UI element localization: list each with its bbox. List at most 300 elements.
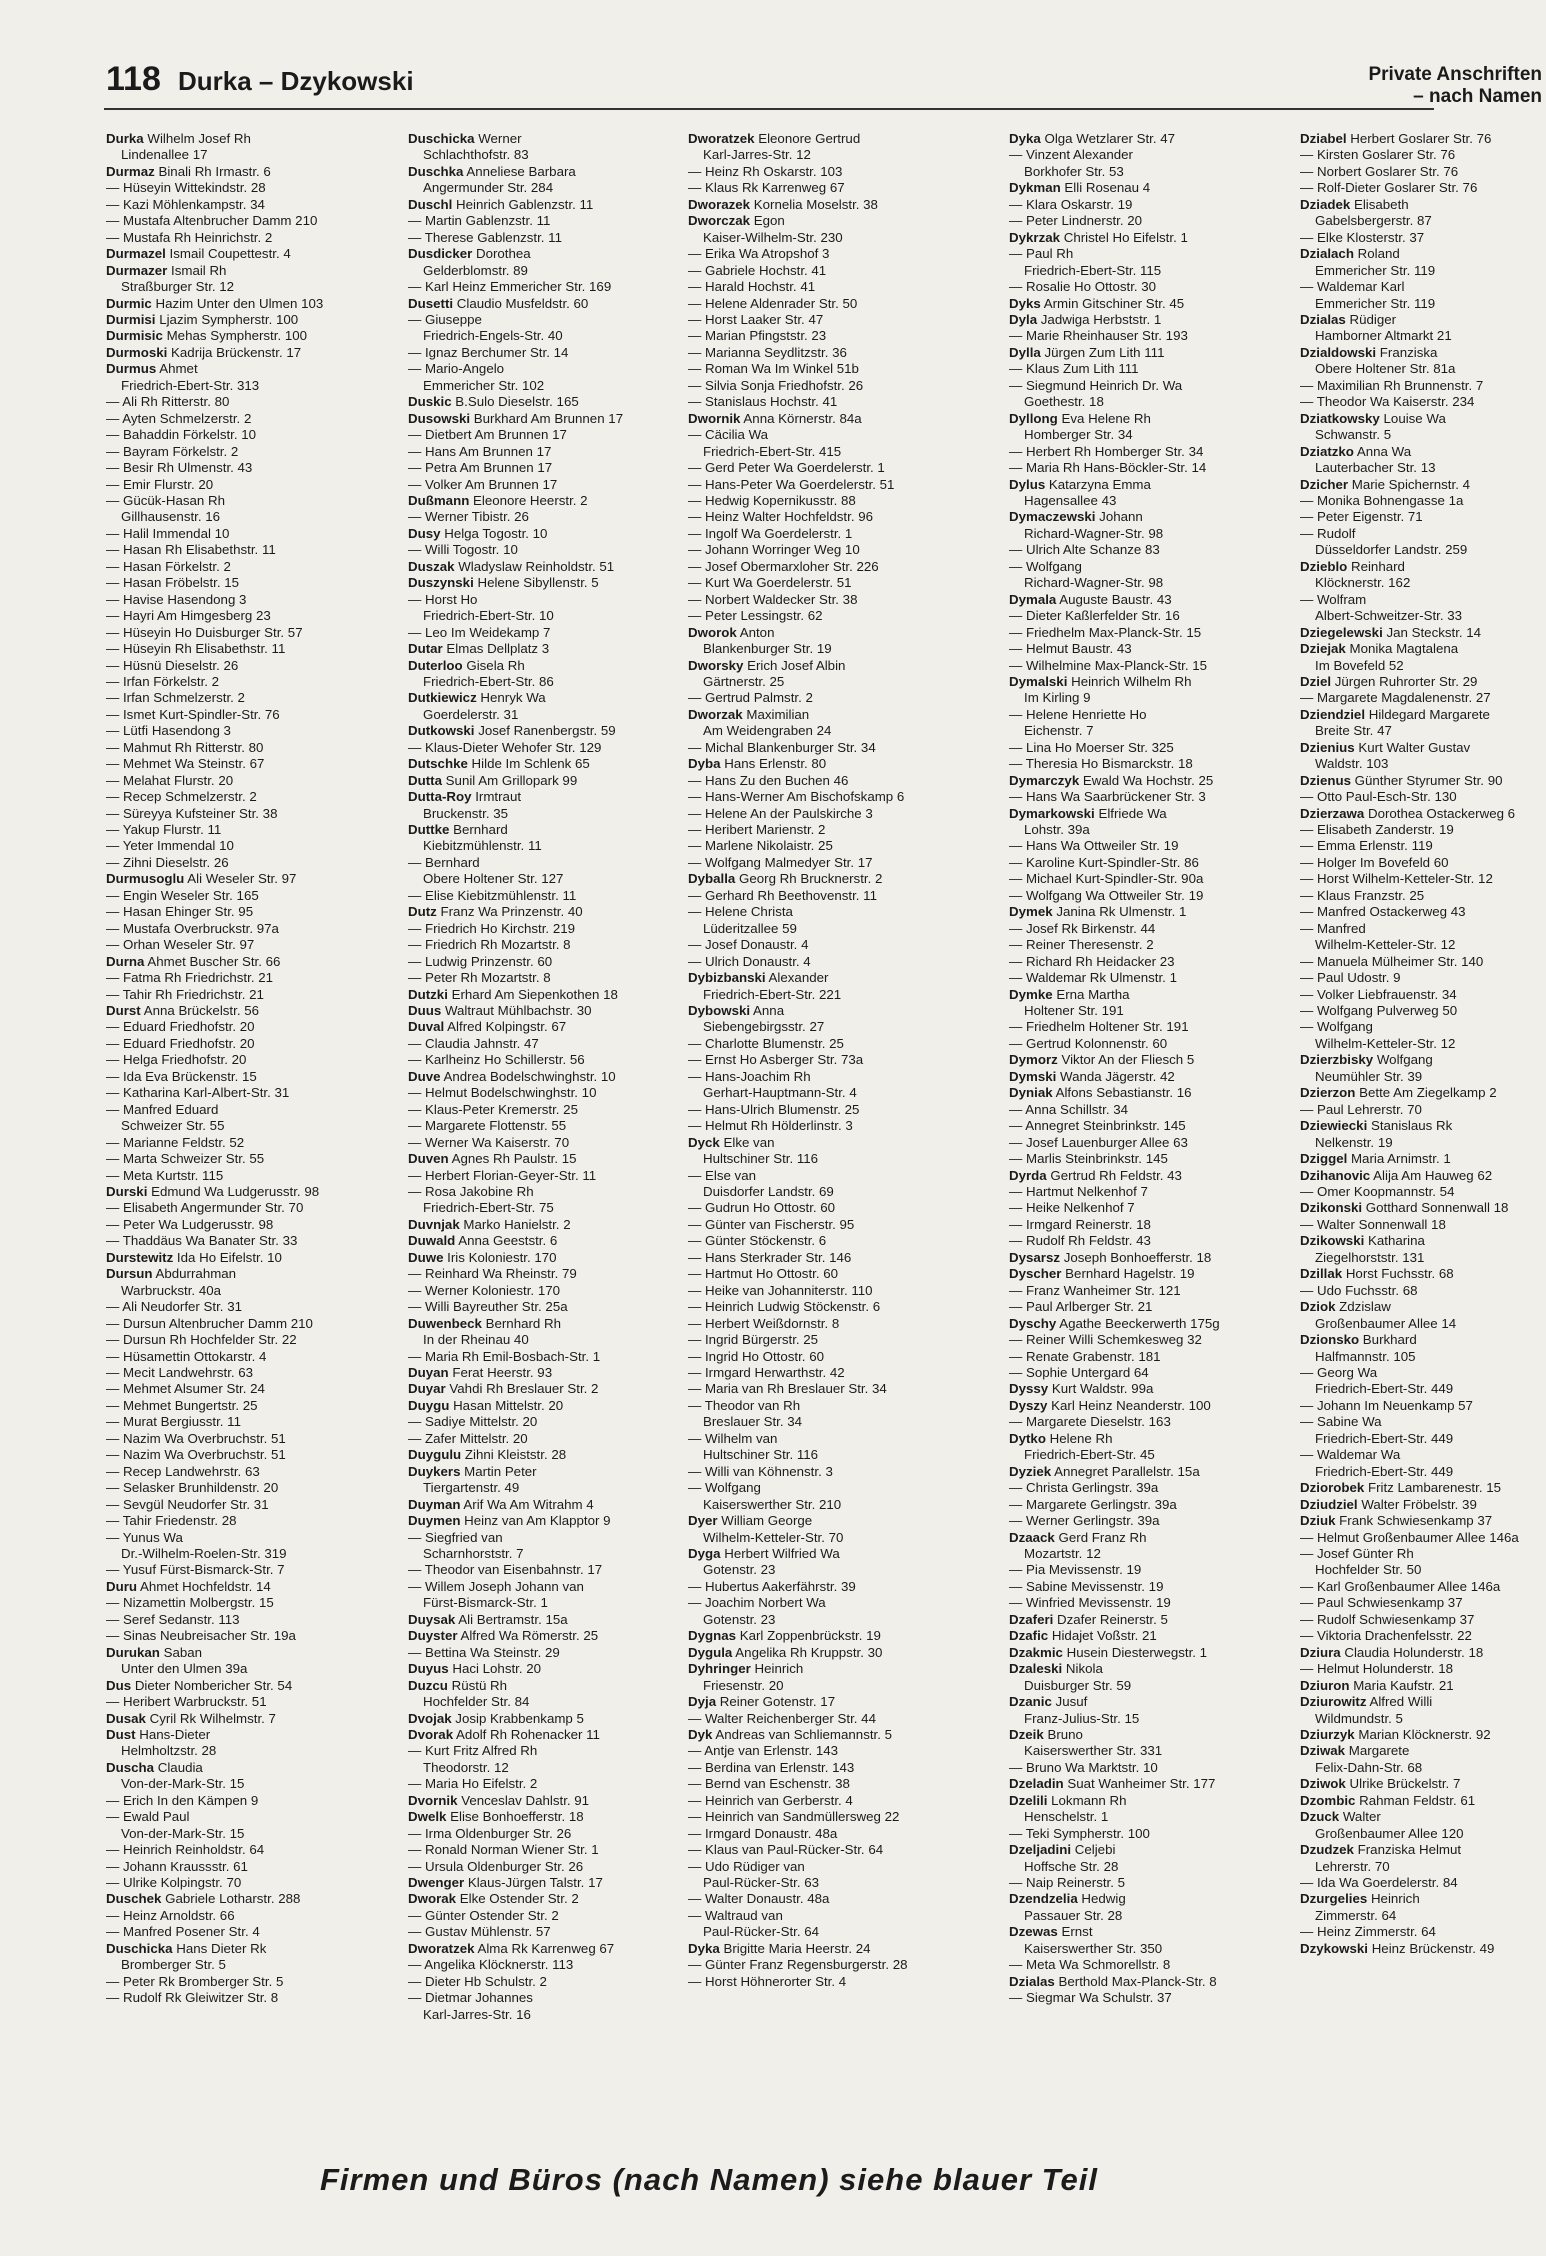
- directory-entry-line: Dzeik Bruno: [1009, 1726, 1083, 1742]
- directory-entry-line: — Kurt Fritz Alfred Rh: [408, 1743, 538, 1759]
- surname: Duyman: [408, 1496, 461, 1512]
- directory-entry-line: — Josef Lauenburger Allee 63: [1009, 1134, 1188, 1150]
- surname: Durmusoglu: [106, 871, 185, 887]
- directory-entry-line: Dzialach Roland: [1300, 246, 1400, 262]
- directory-entry-line: — Heinrich van Sandmüllersweg 22: [688, 1809, 900, 1825]
- surname: Dwornik: [688, 410, 741, 426]
- directory-entry-line: Duschek Gabriele Lotharstr. 288: [106, 1891, 301, 1907]
- surname: Dyballa: [688, 871, 736, 887]
- directory-entry-line: — Bettina Wa Steinstr. 29: [408, 1644, 560, 1660]
- directory-entry-line: Franz-Julius-Str. 15: [1024, 1710, 1140, 1726]
- surname: Dziewiecki: [1300, 1118, 1368, 1134]
- directory-entry-line: — Otto Paul-Esch-Str. 130: [1300, 789, 1457, 805]
- surname: Duszak: [408, 558, 455, 574]
- directory-entry-line: Zimmerstr. 64: [1315, 1907, 1397, 1923]
- directory-entry-line: In der Rheinau 40: [423, 1332, 529, 1348]
- directory-entry-line: Dyba Hans Erlenstr. 80: [688, 756, 827, 772]
- directory-entry-line: Dzialas Berthold Max-Planck-Str. 8: [1009, 1973, 1217, 1989]
- directory-entry-line: — Wolfgang: [688, 1480, 761, 1496]
- directory-entry-line: Dutkiewicz Henryk Wa: [408, 690, 546, 706]
- directory-entry-line: — Eduard Friedhofstr. 20: [106, 1019, 255, 1035]
- footer-note: Firmen und Büros (nach Namen) siehe blauer Teil: [320, 2162, 1098, 2197]
- directory-entry-line: — Heinz Rh Oskarstr. 103: [688, 163, 843, 179]
- directory-entry-line: Duszak Wladyslaw Reinholdstr. 51: [408, 558, 615, 574]
- directory-entry-line: — Angelika Klöcknerstr. 113: [408, 1957, 574, 1973]
- surname: Dziudziel: [1300, 1496, 1358, 1512]
- directory-entry-line: — Klaus-Dieter Wehofer Str. 129: [408, 739, 602, 755]
- surname: Duscha: [106, 1759, 155, 1775]
- section-label-line2: – nach Namen: [1413, 86, 1542, 107]
- surname: Dzialdowski: [1300, 344, 1377, 360]
- surname: Dzierzawa: [1300, 805, 1365, 821]
- directory-entry-line: — Christa Gerlingstr. 39a: [1009, 1480, 1159, 1496]
- directory-entry-line: Kaiserswerther Str. 210: [703, 1496, 842, 1512]
- directory-entry-line: — Ayten Schmelzerstr. 2: [106, 410, 252, 426]
- directory-entry-line: — Wolfgang: [1300, 1019, 1373, 1035]
- directory-entry-line: — Helene Henriette Ho: [1009, 706, 1147, 722]
- directory-entry-line: Gotenstr. 23: [703, 1611, 776, 1627]
- directory-entry-line: — Ludwig Prinzenstr. 60: [408, 953, 553, 969]
- surname: Dyrda: [1009, 1167, 1047, 1183]
- directory-entry-line: Bruckenstr. 35: [423, 805, 508, 821]
- directory-entry-line: Emmericher Str. 119: [1315, 295, 1436, 311]
- directory-entry-line: — Bernhard: [408, 854, 480, 870]
- directory-entry-line: — Gertrud Palmstr. 2: [688, 690, 813, 706]
- directory-entry-line: Duve Andrea Bodelschwinghstr. 10: [408, 1068, 616, 1084]
- directory-entry-line: Emmericher Str. 119: [1315, 262, 1436, 278]
- directory-entry-line: — Paul Arlberger Str. 21: [1009, 1299, 1153, 1315]
- directory-entry-line: — Seref Sedanstr. 113: [106, 1611, 240, 1627]
- directory-entry-line: — Nizamettin Molbergstr. 15: [106, 1595, 274, 1611]
- directory-entry-line: — Manfred Eduard: [106, 1101, 219, 1117]
- surname: Dzeik: [1009, 1726, 1044, 1742]
- directory-entry-line: Friedrich-Ebert-Str. 86: [423, 673, 554, 689]
- surname: Dworatzek: [408, 1940, 475, 1956]
- directory-entry-line: — Hüsnü Dieselstr. 26: [106, 657, 239, 673]
- directory-entry-line: — Herbert Florian-Geyer-Str. 11: [408, 1167, 597, 1183]
- directory-entry-line: Friedrich-Engels-Str. 40: [423, 328, 563, 344]
- surname: Duus: [408, 1003, 442, 1019]
- directory-entry-line: — Sabine Wa: [1300, 1414, 1382, 1430]
- directory-entry-line: Friedrich-Ebert-Str. 45: [1024, 1447, 1155, 1463]
- directory-entry-line: — Tahir Friedenstr. 28: [106, 1513, 237, 1529]
- surname: Dust: [106, 1726, 136, 1742]
- directory-entry-line: Duru Ahmet Hochfeldstr. 14: [106, 1578, 271, 1594]
- surname: Dzierzon: [1300, 1085, 1356, 1101]
- directory-entry-line: Dzewas Ernst: [1009, 1924, 1093, 1940]
- directory-entry-line: — Klaus Rk Karrenweg 67: [688, 180, 845, 196]
- directory-column-4: [1009, 131, 1307, 2131]
- directory-entry-line: — Theodor van Eisenbahnstr. 17: [408, 1562, 603, 1578]
- directory-entry-line: — Yusuf Fürst-Bismarck-Str. 7: [106, 1562, 285, 1578]
- directory-entry-line: — Hans Wa Ottweiler Str. 19: [1009, 838, 1179, 854]
- directory-entry-line: Lindenallee 17: [121, 147, 208, 163]
- directory-entry-line: — Halil Immendal 10: [106, 525, 230, 541]
- directory-entry-line: Warbruckstr. 40a: [121, 1282, 222, 1298]
- surname: Dusdicker: [408, 246, 473, 262]
- directory-entry-line: Mozartstr. 12: [1024, 1545, 1101, 1561]
- directory-entry-line: Duisburger Str. 59: [1024, 1677, 1132, 1693]
- surname: Durmazel: [106, 246, 166, 262]
- surname: Dzewas: [1009, 1924, 1058, 1940]
- directory-entry-line: — Theodor Wa Kaiserstr. 234: [1300, 394, 1475, 410]
- directory-entry-line: — Volker Liebfrauenstr. 34: [1300, 986, 1457, 1002]
- directory-entry-line: — Klaus van Paul-Rücker-Str. 64: [688, 1842, 884, 1858]
- directory-entry-line: — Willi van Köhnenstr. 3: [688, 1463, 833, 1479]
- surname: Duwenbeck: [408, 1315, 482, 1331]
- directory-entry-line: Dymke Erna Martha: [1009, 986, 1130, 1002]
- directory-entry-line: — Selasker Brunhildenstr. 20: [106, 1480, 279, 1496]
- directory-entry-line: — Irfan Förkelstr. 2: [106, 673, 220, 689]
- surname: Dzykowski: [1300, 1940, 1368, 1956]
- directory-entry-line: — Margarete Gerlingstr. 39a: [1009, 1496, 1177, 1512]
- directory-entry-line: Durmus Ahmet: [106, 361, 198, 377]
- directory-entry-line: — Helene An der Paulskirche 3: [688, 805, 873, 821]
- surname: Dzialas: [1009, 1973, 1055, 1989]
- directory-entry-line: — Wilhelmine Max-Planck-Str. 15: [1009, 657, 1208, 673]
- directory-entry-line: Dziadek Elisabeth: [1300, 196, 1409, 212]
- directory-entry-line: — Mahmut Rh Ritterstr. 80: [106, 739, 264, 755]
- directory-entry-line: Wildmundstr. 5: [1315, 1710, 1403, 1726]
- directory-entry-line: — Maria van Rh Breslauer Str. 34: [688, 1381, 887, 1397]
- directory-entry-line: Dzelili Lokmann Rh: [1009, 1792, 1127, 1808]
- surname: Dziegelewski: [1300, 624, 1383, 640]
- directory-entry-line: Unter den Ulmen 39a: [121, 1661, 248, 1677]
- directory-entry-line: Dwenger Klaus-Jürgen Talstr. 17: [408, 1875, 603, 1891]
- directory-entry-line: — Hans Zu den Buchen 46: [688, 772, 849, 788]
- directory-entry-line: — Ulrich Alte Schanze 83: [1009, 542, 1160, 558]
- directory-entry-line: Richard-Wagner-Str. 98: [1024, 525, 1164, 541]
- surname: Dworczak: [688, 213, 751, 229]
- surname: Duykers: [408, 1463, 461, 1479]
- directory-entry-line: — Roman Wa Im Winkel 51b: [688, 361, 859, 377]
- surname: Dyla: [1009, 311, 1038, 327]
- directory-entry-line: Dziok Zdzislaw: [1300, 1299, 1391, 1315]
- directory-entry-line: Wilhelm-Ketteler-Str. 12: [1315, 937, 1456, 953]
- directory-entry-line: — Reiner Theresenstr. 2: [1009, 937, 1154, 953]
- directory-entry-line: — Klaus Zum Lith 111: [1009, 361, 1139, 377]
- directory-entry-line: Durukan Saban: [106, 1644, 203, 1660]
- surname: Dzialas: [1300, 311, 1346, 327]
- directory-entry-line: Tiergartenstr. 49: [423, 1480, 520, 1496]
- directory-entry-line: Karl-Jarres-Str. 12: [703, 147, 811, 163]
- directory-entry-line: Dziel Jürgen Ruhrorter Str. 29: [1300, 673, 1478, 689]
- directory-entry-line: Dziorobek Fritz Lambarenestr. 15: [1300, 1480, 1502, 1496]
- directory-entry-line: — Volker Am Brunnen 17: [408, 476, 558, 492]
- directory-entry-line: — Annegret Steinbrinkstr. 145: [1009, 1118, 1186, 1134]
- directory-entry-line: Friedrich-Ebert-Str. 449: [1315, 1463, 1454, 1479]
- surname: Duyster: [408, 1628, 458, 1644]
- surname: Dusak: [106, 1710, 146, 1726]
- directory-entry-line: Dzykowski Heinz Brückenstr. 49: [1300, 1940, 1495, 1956]
- directory-entry-line: Lehrerstr. 70: [1315, 1858, 1390, 1874]
- directory-entry-line: — Rudolf Rk Gleiwitzer Str. 8: [106, 1990, 279, 2006]
- directory-entry-line: — Engin Weseler Str. 165: [106, 887, 259, 903]
- directory-entry-line: — Paul Udostr. 9: [1300, 970, 1401, 986]
- directory-entry-line: Dygnas Karl Zoppenbrückstr. 19: [688, 1628, 881, 1644]
- directory-entry-line: Dziabel Herbert Goslarer Str. 76: [1300, 131, 1492, 146]
- surname: Dutkiewicz: [408, 690, 477, 706]
- directory-entry-line: — Peter Eigenstr. 71: [1300, 509, 1423, 525]
- directory-entry-line: Dutkowski Josef Ranenbergstr. 59: [408, 723, 616, 739]
- surname: Dymorz: [1009, 1052, 1058, 1068]
- surname: Dwelk: [408, 1809, 447, 1825]
- directory-entry-line: Dyballa Georg Rh Brucknerstr. 2: [688, 871, 883, 887]
- surname: Dzillak: [1300, 1266, 1343, 1282]
- directory-entry-line: Hoffsche Str. 28: [1024, 1858, 1119, 1874]
- directory-entry-line: — Kirsten Goslarer Str. 76: [1300, 147, 1456, 163]
- directory-entry-line: Durmazel Ismail Coupettestr. 4: [106, 246, 291, 262]
- directory-entry-line: — Gerhard Rh Beethovenstr. 11: [688, 887, 877, 903]
- directory-entry-line: — Günter Ostender Str. 2: [408, 1907, 559, 1923]
- directory-entry-line: — Ingolf Wa Goerdelerstr. 1: [688, 525, 853, 541]
- surname: Dyllong: [1009, 410, 1058, 426]
- directory-entry-line: — Ernst Ho Asberger Str. 73a: [688, 1052, 864, 1068]
- directory-entry-line: — Heinz Arnoldstr. 66: [106, 1907, 235, 1923]
- directory-entry-line: Dzikonski Gotthard Sonnenwall 18: [1300, 1200, 1509, 1216]
- directory-entry-line: — Maria Rh Emil-Bosbach-Str. 1: [408, 1348, 601, 1364]
- directory-entry-line: Dyk Andreas van Schliemannstr. 5: [688, 1726, 893, 1742]
- directory-entry-line: — Bahaddin Förkelstr. 10: [106, 427, 257, 443]
- directory-entry-line: Dyrda Gertrud Rh Feldstr. 43: [1009, 1167, 1182, 1183]
- directory-entry-line: Duygulu Zihni Kleiststr. 28: [408, 1447, 567, 1463]
- directory-entry-line: Theodorstr. 12: [423, 1759, 509, 1775]
- directory-entry-line: Dyssy Kurt Waldstr. 99a: [1009, 1381, 1154, 1397]
- surname: Dymaczewski: [1009, 509, 1096, 525]
- directory-entry-line: — Johann Worringer Weg 10: [688, 542, 860, 558]
- directory-entry-line: — Werner Wa Kaiserstr. 70: [408, 1134, 570, 1150]
- directory-entry-line: — Hüseyin Rh Elisabethstr. 11: [106, 641, 286, 657]
- surname: Dzeladin: [1009, 1776, 1064, 1792]
- directory-entry-line: — Emma Erlenstr. 119: [1300, 838, 1433, 854]
- directory-entry-line: — Horst Wilhelm-Ketteler-Str. 12: [1300, 871, 1493, 887]
- directory-entry-line: Paul-Rücker-Str. 64: [703, 1924, 820, 1940]
- directory-entry-line: Duymen Heinz van Am Klapptor 9: [408, 1513, 611, 1529]
- directory-entry-line: Duskic B.Sulo Dieselstr. 165: [408, 394, 579, 410]
- directory-entry-line: Dziatkowsky Louise Wa: [1300, 410, 1446, 426]
- directory-entry-line: — Giuseppe: [408, 311, 482, 327]
- directory-entry-line: — Besir Rh Ulmenstr. 43: [106, 460, 253, 476]
- surname: Dzihanovic: [1300, 1167, 1371, 1183]
- directory-entry-line: Emmericher Str. 102: [423, 377, 545, 393]
- directory-entry-line: — Marlene Nikolaistr. 25: [688, 838, 833, 854]
- directory-entry-line: Von-der-Mark-Str. 15: [121, 1776, 245, 1792]
- directory-entry-line: Friedrich-Ebert-Str. 115: [1024, 262, 1162, 278]
- directory-entry-line: Im Kirling 9: [1024, 690, 1091, 706]
- directory-entry-line: Friedrich-Ebert-Str. 221: [703, 986, 842, 1002]
- directory-entry-line: Dziwak Margarete: [1300, 1743, 1410, 1759]
- surname: Dzienius: [1300, 739, 1355, 755]
- directory-entry-line: — Maria Ho Eifelstr. 2: [408, 1776, 538, 1792]
- directory-entry-line: Friedrich-Ebert-Str. 10: [423, 608, 554, 624]
- directory-entry-line: — Wolfgang Pulverweg 50: [1300, 1003, 1458, 1019]
- directory-entry-line: Lauterbacher Str. 13: [1315, 460, 1436, 476]
- surname: Duschek: [106, 1891, 162, 1907]
- directory-entry-line: — Hüsamettin Ottokarstr. 4: [106, 1348, 267, 1364]
- surname: Duschicka: [106, 1940, 173, 1956]
- directory-entry-line: — Claudia Jahnstr. 47: [408, 1035, 539, 1051]
- directory-entry-line: — Rosa Jakobine Rh: [408, 1184, 534, 1199]
- surname: Durski: [106, 1184, 148, 1199]
- surname: Dziwak: [1300, 1743, 1346, 1759]
- directory-entry-line: — Werner Tibistr. 26: [408, 509, 529, 525]
- directory-entry-line: Friesenstr. 20: [703, 1677, 784, 1693]
- directory-entry-line: — Ignaz Berchumer Str. 14: [408, 344, 569, 360]
- directory-entry-line: Dzialas Rüdiger: [1300, 311, 1397, 327]
- directory-entry-line: — Hubertus Aakerfährstr. 39: [688, 1578, 856, 1594]
- directory-entry-line: — Berdina van Erlenstr. 143: [688, 1759, 855, 1775]
- directory-entry-line: Großenbaumer Allee 120: [1315, 1825, 1464, 1841]
- directory-entry-line: — Dietmar Johannes: [408, 1990, 533, 2006]
- directory-entry-line: — Bernd van Eschenstr. 38: [688, 1776, 850, 1792]
- directory-entry-line: Fürst-Bismarck-Str. 1: [423, 1595, 548, 1611]
- directory-entry-line: — Hartmut Ho Ottostr. 60: [688, 1266, 839, 1282]
- directory-entry-line: — Johann Im Neuenkamp 57: [1300, 1397, 1473, 1413]
- directory-entry-line: Dymalski Heinrich Wilhelm Rh: [1009, 673, 1192, 689]
- directory-entry-line: — Gertrud Kolonnenstr. 60: [1009, 1035, 1168, 1051]
- directory-entry-line: Obere Holtener Str. 127: [423, 871, 564, 887]
- directory-entry-line: Duschl Heinrich Gablenzstr. 11: [408, 196, 594, 212]
- directory-entry-line: — Süreyya Kufsteiner Str. 38: [106, 805, 278, 821]
- surname: Dutz: [408, 904, 437, 920]
- surname: Dymek: [1009, 904, 1053, 920]
- directory-entry-line: Dzikowski Katharina: [1300, 1233, 1425, 1249]
- directory-entry-line: — Tahir Rh Friedrichstr. 21: [106, 986, 264, 1002]
- directory-entry-line: Dybowski Anna: [688, 1003, 785, 1019]
- directory-entry-line: Duterloo Gisela Rh: [408, 657, 525, 673]
- directory-entry-line: Dzierzon Bette Am Ziegelkamp 2: [1300, 1085, 1497, 1101]
- directory-entry-line: — Charlotte Blumenstr. 25: [688, 1035, 844, 1051]
- directory-entry-line: Durmaz Binali Rh Irmastr. 6: [106, 163, 271, 179]
- directory-entry-line: — Hüseyin Wittekindstr. 28: [106, 180, 266, 196]
- surname: Dyja: [688, 1694, 717, 1710]
- directory-entry-line: Dzierzawa Dorothea Ostackerweg 6: [1300, 805, 1516, 821]
- directory-entry-line: Im Bovefeld 52: [1315, 657, 1404, 673]
- directory-entry-line: Dybizbanski Alexander: [688, 970, 829, 986]
- surname: Dymarkowski: [1009, 805, 1095, 821]
- directory-entry-line: — Peter Rk Bromberger Str. 5: [106, 1973, 284, 1989]
- directory-entry-line: — Sevgül Neudorfer Str. 31: [106, 1496, 269, 1512]
- directory-entry-line: — Ingrid Ho Ottostr. 60: [688, 1348, 824, 1364]
- directory-entry-line: — Katharina Karl-Albert-Str. 31: [106, 1085, 290, 1101]
- surname: Dyniak: [1009, 1085, 1053, 1101]
- surname: Dziurzyk: [1300, 1726, 1355, 1742]
- directory-entry-line: — Richard Rh Heidacker 23: [1009, 953, 1175, 969]
- directory-entry-line: Dziggel Maria Arnimstr. 1: [1300, 1151, 1451, 1167]
- directory-entry-line: Dyla Jadwiga Herbststr. 1: [1009, 311, 1162, 327]
- directory-entry-line: Duisdorfer Landstr. 69: [703, 1184, 834, 1199]
- surname: Dzikowski: [1300, 1233, 1365, 1249]
- directory-entry-line: — Antje van Erlenstr. 143: [688, 1743, 839, 1759]
- directory-entry-line: Dziendziel Hildegard Margarete: [1300, 706, 1490, 722]
- directory-entry-line: Gotenstr. 23: [703, 1562, 776, 1578]
- directory-entry-line: Dziurowitz Alfred Willi: [1300, 1694, 1433, 1710]
- directory-entry-line: Dzudzek Franziska Helmut: [1300, 1842, 1462, 1858]
- directory-entry-line: Dzierzbisky Wolfgang: [1300, 1052, 1433, 1068]
- surname: Dursun: [106, 1266, 153, 1282]
- directory-entry-line: Dworsky Erich Josef Albin: [688, 657, 846, 673]
- directory-entry-line: — Dietbert Am Brunnen 17: [408, 427, 567, 443]
- directory-entry-line: Dyer William George: [688, 1513, 813, 1529]
- directory-entry-line: — Gustav Mühlenstr. 57: [408, 1924, 551, 1940]
- directory-entry-line: — Mehmet Wa Steinstr. 67: [106, 756, 265, 772]
- directory-entry-line: Dusy Helga Togostr. 10: [408, 525, 548, 541]
- surname: Dziura: [1300, 1644, 1341, 1660]
- directory-entry-line: — Wolfgang Malmedyer Str. 17: [688, 854, 873, 870]
- surname: Dzombic: [1300, 1792, 1356, 1808]
- page-title: Durka – Dzykowski: [178, 66, 414, 96]
- directory-entry-line: Homberger Str. 34: [1024, 427, 1133, 443]
- directory-entry-line: — Horst Laaker Str. 47: [688, 311, 824, 327]
- directory-entry-line: — Karlheinz Ho Schillerstr. 56: [408, 1052, 585, 1068]
- directory-entry-line: Dymek Janina Rk Ulmenstr. 1: [1009, 904, 1187, 920]
- surname: Dziok: [1300, 1299, 1336, 1315]
- directory-entry-line: Am Weidengraben 24: [703, 723, 832, 739]
- directory-entry-line: — Hasan Fröbelstr. 15: [106, 575, 240, 591]
- directory-entry-line: Düsseldorfer Landstr. 259: [1315, 542, 1468, 558]
- surname: Dzialach: [1300, 246, 1354, 262]
- directory-entry-line: Richard-Wagner-Str. 98: [1024, 575, 1164, 591]
- directory-entry-line: Dvornik Venceslav Dahlstr. 91: [408, 1792, 590, 1808]
- directory-entry-line: Blankenburger Str. 19: [703, 641, 832, 657]
- directory-entry-line: — Helmut Bodelschwinghstr. 10: [408, 1085, 597, 1101]
- directory-entry-line: — Rolf-Dieter Goslarer Str. 76: [1300, 180, 1478, 196]
- directory-entry-line: — Theodor van Rh: [688, 1397, 801, 1413]
- directory-entry-line: — Lina Ho Moerser Str. 325: [1009, 739, 1174, 755]
- directory-entry-line: — Dursun Rh Hochfelder Str. 22: [106, 1332, 297, 1348]
- surname: Dzanic: [1009, 1694, 1052, 1710]
- directory-entry-line: Dykman Elli Rosenau 4: [1009, 180, 1151, 196]
- directory-entry-line: — Hans Sterkrader Str. 146: [688, 1249, 852, 1265]
- directory-entry-line: — Gücük-Hasan Rh: [106, 492, 225, 508]
- directory-entry-line: Duwe Iris Koloniestr. 170: [408, 1249, 557, 1265]
- directory-entry-line: — Walter Reichenberger Str. 44: [688, 1710, 876, 1726]
- directory-entry-line: — Elke Klosterstr. 37: [1300, 229, 1425, 245]
- surname: Dzakmic: [1009, 1644, 1063, 1660]
- directory-entry-line: Siebengebirgsstr. 27: [703, 1019, 825, 1035]
- surname: Dwenger: [408, 1875, 465, 1891]
- directory-entry-line: — Ismet Kurt-Spindler-Str. 76: [106, 706, 280, 722]
- directory-entry-line: Helmholtzstr. 28: [121, 1743, 217, 1759]
- directory-entry-line: — Heinz Walter Hochfeldstr. 96: [688, 509, 873, 525]
- directory-entry-line: Duyan Ferat Heerstr. 93: [408, 1364, 553, 1380]
- directory-entry-line: — Ali Rh Ritterstr. 80: [106, 394, 230, 410]
- directory-entry-line: Schweizer Str. 55: [121, 1118, 225, 1134]
- directory-entry-line: Dworak Elke Ostender Str. 2: [408, 1891, 579, 1907]
- directory-entry-line: Dyck Elke van: [688, 1134, 775, 1150]
- directory-entry-line: Durmusoglu Ali Weseler Str. 97: [106, 871, 297, 887]
- directory-entry-line: Friedrich-Ebert-Str. 313: [121, 377, 260, 393]
- directory-entry-line: Dusowski Burkhard Am Brunnen 17: [408, 410, 624, 426]
- directory-entry-line: Dymaczewski Johann: [1009, 509, 1143, 525]
- surname: Dygula: [688, 1644, 733, 1660]
- directory-entry-line: — Helga Friedhofstr. 20: [106, 1052, 247, 1068]
- directory-entry-line: Friedrich-Ebert-Str. 415: [703, 443, 842, 459]
- directory-entry-line: Duyar Vahdi Rh Breslauer Str. 2: [408, 1381, 599, 1397]
- surname: Dzienus: [1300, 772, 1351, 788]
- surname: Dymala: [1009, 591, 1057, 607]
- directory-entry-line: Dzeljadini Celjebi: [1009, 1842, 1116, 1858]
- surname: Dzicher: [1300, 476, 1349, 492]
- surname: Dutta-Roy: [408, 789, 472, 805]
- directory-entry-line: Duwenbeck Bernhard Rh: [408, 1315, 561, 1331]
- directory-entry-line: Kaiserswerther Str. 331: [1024, 1743, 1163, 1759]
- surname: Duval: [408, 1019, 445, 1035]
- directory-entry-line: Kaiser-Wilhelm-Str. 230: [703, 229, 843, 245]
- surname: Dus: [106, 1677, 132, 1693]
- surname: Dykrzak: [1009, 229, 1061, 245]
- surname: Dyk: [688, 1726, 713, 1742]
